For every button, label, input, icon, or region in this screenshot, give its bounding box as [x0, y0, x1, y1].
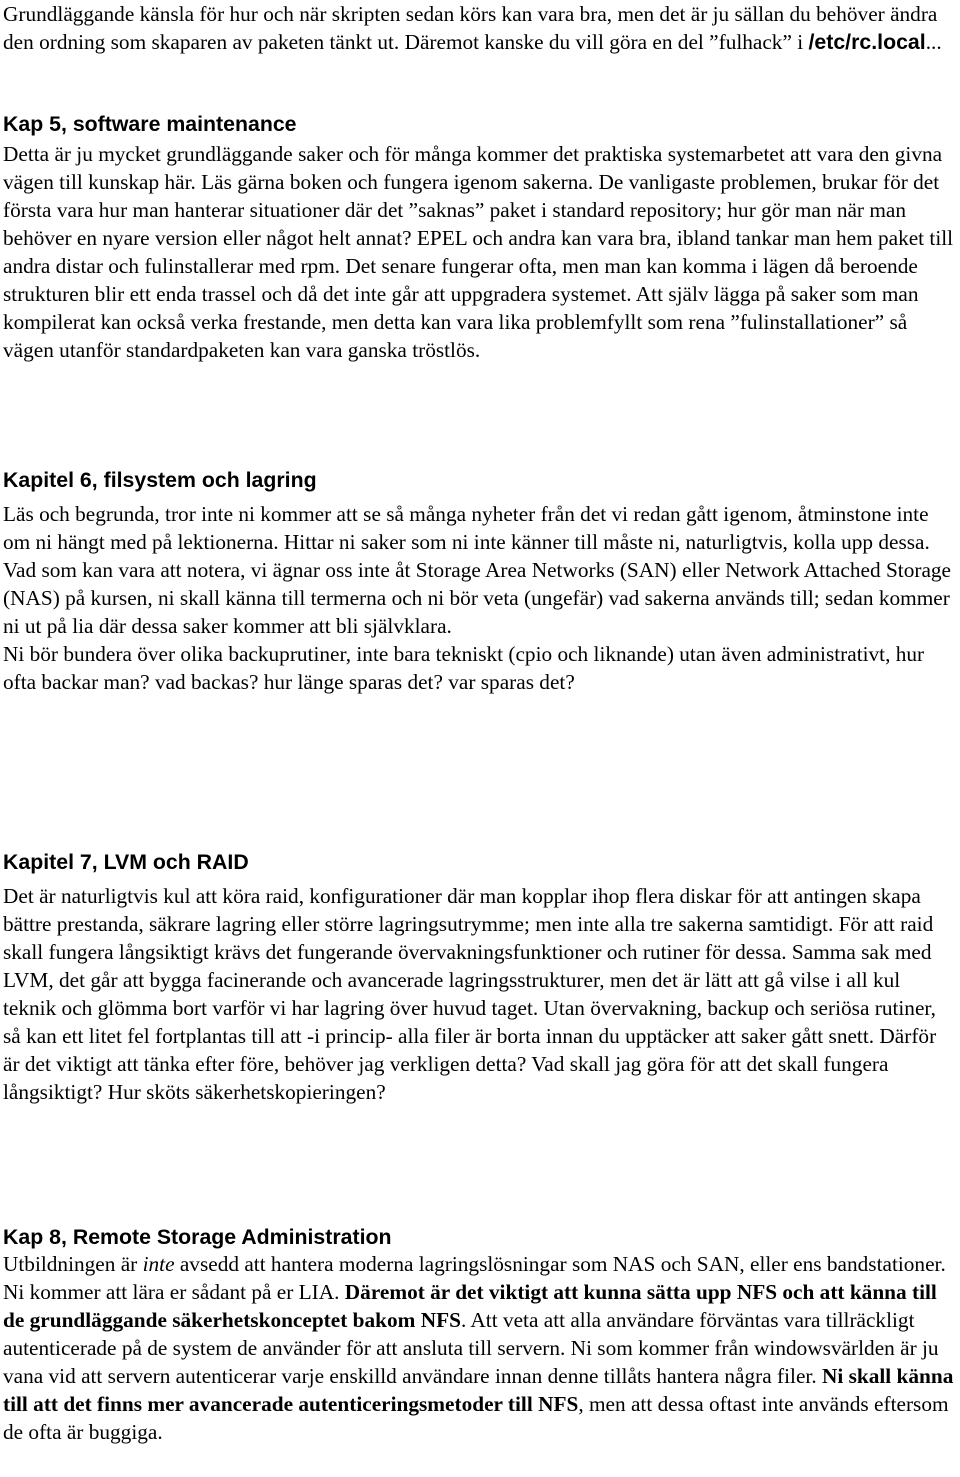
kap5-heading: Kap 5, software maintenance: [3, 112, 297, 136]
kap8-bold-nfs: Däremot är det viktigt att kunna sätta upp NFS och att känna till de grundläggande säkerhetskonceptet bakom NFS: [3, 1280, 937, 1332]
kap8-text-3: . Att veta att alla användare förväntas vara tillräckligt autenticerade på de system de använder för att ansluta till servern. Ni som kommer från windowsvärlden är ju vana vid att servern autenticerar varje enskilld användare innan denne tillåts hantera några filer.: [3, 1308, 939, 1388]
kap8-italic-inte: inte: [142, 1252, 175, 1276]
intro-paragraph: [3, 0, 957, 56]
kap8-heading: Kap 8, Remote Storage Administration: [3, 1225, 392, 1249]
kap7-heading: Kapitel 7, LVM och RAID: [3, 850, 249, 874]
intro-ellipsis: ...: [925, 30, 942, 54]
intro-text: Grundläggande känsla för hur och när skripten sedan körs kan vara bra, men det är ju sällan du behöver ändra den ordning som skaparen av paketen tänkt ut. Däremot kanske du vill göra en del ”fulhack” i: [3, 2, 938, 54]
kap8-bold-auth: Ni skall känna till att det finns mer avancerade autenticeringsmetoder till NFS: [3, 1364, 954, 1416]
kap7-body: Det är naturligtvis kul att köra raid, konfigurationer där man kopplar ihop flera diskar för att antingen skapa bättre prestanda, säkrare lagring eller större lagringsutrymme; men inte alla tre sakerna samtidigt. För att raid skall fungera långsiktigt krävs det fungerande övervakningsfunktioner och rutiner för dessa. Samma sak med LVM, det går att bygga facinerande och avancerade lagringsstrukturer, men det är lätt att gå vilse i all kul teknik och glömma bort varför vi har lagring över huvud taget. Utan övervakning, backup och seriösa rutiner, så kan ett litet fel fortplantas till att -i princip- alla filer är borta innan du upptäcker att saker gått snett. Därför är det viktigt att tänka efter före, behöver jag verkligen detta? Vad skall jag göra för att det skall fungera långsiktigt? Hur sköts säkerhetskopieringen?: [3, 884, 937, 1104]
kap8-body: [3, 1250, 957, 1446]
kap8-text-2: avsedd att hantera moderna lagringslösningar som NAS och SAN, eller ens bandstationer. Ni kommer att lära er sådant på er LIA.: [3, 1252, 946, 1304]
section-kap5: [3, 111, 957, 364]
kap6-heading: Kapitel 6, filsystem och lagring: [3, 468, 317, 492]
kap6-body-2: Ni bör bundera över olika backuprutiner, inte bara tekniskt (cpio och liknande) utan även administrativt, hur ofta backar man? vad backas? hur länge sparas det? var sparas det?: [3, 642, 925, 694]
kap5-body: Detta är ju mycket grundläggande saker och för många kommer det praktiska systemarbetet att vara den givna vägen till kunskap här. Läs gärna boken och fungera igenom sakerna. De vanligaste problemen, brukar för det första vara hur man hanterar situationer där det ”saknas” paket i standard repository; hur gör man när man behöver en nyare version eller något helt annat? EPEL och andra kan vara bra, ibland tankar man hem paket till andra distar och fulinstallerar med rpm. Det senare fungerar ofta, men man kan komma i lägen då beroende strukturen blir ett enda trassel och då det inte går att uppgradera systemet. Att själv lägga på saker som man kompilerat kan också verka frestande, men detta kan vara lika problemfyllt som rena ”fulinstallationer” så vägen utanför standardpaketen kan vara ganska tröstlös.: [3, 142, 954, 362]
section-kap7: [3, 849, 957, 1106]
kap8-text-4: , men att dessa oftast inte används eftersom de ofta är buggiga.: [3, 1392, 949, 1444]
kap8-text-1: Utbildningen är: [3, 1252, 143, 1276]
rc-local-path: /etc/rc.local: [808, 30, 926, 54]
section-kap6: [3, 467, 957, 696]
kap6-body-1: Läs och begrunda, tror inte ni kommer att se så många nyheter från det vi redan gått igenom, åtminstone inte om ni hängt med på lektionerna. Hittar ni saker som ni inte känner till måste ni, naturligtvis, kolla upp dessa. Vad som kan vara att notera, vi ägnar oss inte åt Storage Area Networks (SAN) eller Network Attached Storage (NAS) på kursen, ni skall känna till termerna och ni bör veta (ungefär) vad sakerna används till; sedan kommer ni ut på lia där dessa saker kommer att bli självklara.: [3, 502, 952, 638]
section-kap8: [3, 1224, 957, 1446]
